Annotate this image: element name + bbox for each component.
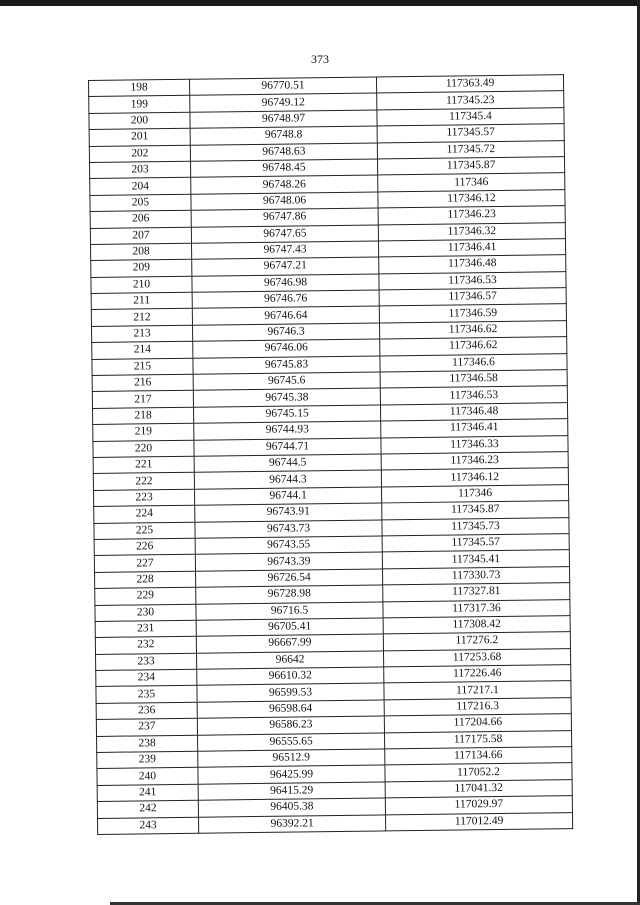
coordinates-table-body [89,75,573,835]
point-number-cell: 204 [90,178,191,196]
point-number-cell: 224 [94,505,195,523]
y-coordinate-cell: 117226.46 [384,665,571,684]
y-coordinate-cell: 117041.32 [385,779,572,798]
y-coordinate-cell: 117346.23 [381,452,568,471]
y-coordinate-cell: 117345.23 [377,91,564,110]
y-coordinate-cell: 117346.53 [380,386,567,405]
y-coordinate-cell: 117134.66 [385,747,572,766]
point-number-cell: 210 [91,276,192,294]
x-coordinate-cell: 96415.29 [198,782,385,801]
point-number-cell: 223 [94,489,195,507]
scan-top-border [0,0,640,6]
point-number-cell: 199 [89,96,190,114]
y-coordinate-cell: 117346.62 [379,321,566,340]
x-coordinate-cell: 96598.64 [197,700,384,719]
point-number-cell: 229 [95,587,196,605]
x-coordinate-cell: 96743.91 [195,503,382,522]
y-coordinate-cell: 117345.72 [377,140,564,159]
point-number-cell: 203 [90,161,191,179]
y-coordinate-cell: 117346 [378,173,565,192]
point-number-cell: 240 [97,768,198,786]
point-number-cell: 232 [95,636,196,654]
y-coordinate-cell: 117012.49 [385,812,572,831]
point-number-cell: 207 [90,227,191,245]
point-number-cell: 218 [93,407,194,425]
point-number-cell: 225 [94,522,195,540]
y-coordinate-cell: 117346.32 [378,222,565,241]
y-coordinate-cell: 117346.59 [379,304,566,323]
point-number-cell: 209 [91,260,192,278]
x-coordinate-cell: 96744.1 [195,487,382,506]
point-number-cell: 217 [92,391,193,409]
y-coordinate-cell: 117346 [381,484,568,503]
x-coordinate-cell: 96748.45 [190,159,377,178]
x-coordinate-cell: 96642 [197,651,384,670]
x-coordinate-cell: 96716.5 [196,601,383,620]
x-coordinate-cell: 96748.06 [191,192,378,211]
point-number-cell: 234 [96,669,197,687]
y-coordinate-cell: 117346.57 [379,288,566,307]
point-number-cell: 198 [89,79,190,97]
y-coordinate-cell: 117346.62 [380,337,567,356]
x-coordinate-cell: 96744.3 [194,470,381,489]
point-number-cell: 219 [93,423,194,441]
coordinates-table [88,74,573,835]
y-coordinate-cell: 117346.53 [379,271,566,290]
point-number-cell: 231 [95,620,196,638]
y-coordinate-cell: 117330.73 [382,566,569,585]
y-coordinate-cell: 117052.2 [385,763,572,782]
point-number-cell: 213 [92,325,193,343]
y-coordinate-cell: 117363.49 [376,75,563,94]
point-number-cell: 206 [90,210,191,228]
y-coordinate-cell: 117346.41 [381,419,568,438]
x-coordinate-cell: 96392.21 [199,814,386,833]
x-coordinate-cell: 96599.53 [197,683,384,702]
y-coordinate-cell: 117346.23 [378,206,565,225]
x-coordinate-cell: 96746.98 [192,274,379,293]
point-number-cell: 238 [97,735,198,753]
point-number-cell: 227 [94,555,195,573]
x-coordinate-cell: 96405.38 [198,798,385,817]
point-number-cell: 215 [92,358,193,376]
point-number-cell: 220 [93,440,194,458]
point-number-cell: 239 [97,751,198,769]
point-number-cell: 243 [98,817,199,835]
y-coordinate-cell: 117346.48 [379,255,566,274]
x-coordinate-cell: 96705.41 [196,618,383,637]
x-coordinate-cell: 96746.64 [192,306,379,325]
y-coordinate-cell: 117346.41 [378,239,565,258]
point-number-cell: 236 [96,702,197,720]
y-coordinate-cell: 117327.81 [383,583,570,602]
y-coordinate-cell: 117253.68 [383,648,570,667]
point-number-cell: 202 [89,145,190,163]
y-coordinate-cell: 117346.12 [378,189,565,208]
point-number-cell: 226 [94,538,195,556]
y-coordinate-cell: 117216.3 [384,697,571,716]
y-coordinate-cell: 117217.1 [384,681,571,700]
point-number-cell: 241 [97,784,198,802]
x-coordinate-cell: 96747.65 [191,224,378,243]
x-coordinate-cell: 96425.99 [198,765,385,784]
point-number-cell: 201 [89,128,190,146]
point-number-cell: 214 [92,341,193,359]
y-coordinate-cell: 117346.33 [381,435,568,454]
point-number-cell: 216 [92,374,193,392]
y-coordinate-cell: 117345.57 [377,124,564,143]
y-coordinate-cell: 117345.57 [382,534,569,553]
x-coordinate-cell: 96770.51 [189,77,376,96]
point-number-cell: 242 [97,800,198,818]
x-coordinate-cell: 96746.76 [192,290,379,309]
x-coordinate-cell: 96667.99 [196,634,383,653]
x-coordinate-cell: 96748.8 [190,126,377,145]
x-coordinate-cell: 96726.54 [196,569,383,588]
point-number-cell: 230 [95,604,196,622]
point-number-cell: 222 [93,473,194,491]
y-coordinate-cell: 117346.12 [381,468,568,487]
x-coordinate-cell: 96586.23 [197,716,384,735]
x-coordinate-cell: 96743.73 [195,519,382,538]
y-coordinate-cell: 117345.87 [382,501,569,520]
y-coordinate-cell: 117345.41 [382,550,569,569]
x-coordinate-cell: 96747.86 [191,208,378,227]
x-coordinate-cell: 96743.39 [195,552,382,571]
x-coordinate-cell: 96745.15 [194,405,381,424]
y-coordinate-cell: 117317.36 [383,599,570,618]
x-coordinate-cell: 96748.97 [190,110,377,129]
y-coordinate-cell: 117308.42 [383,616,570,635]
y-coordinate-cell: 117204.66 [384,714,571,733]
point-number-cell: 235 [96,686,197,704]
x-coordinate-cell: 96744.71 [194,438,381,457]
y-coordinate-cell: 117345.73 [382,517,569,536]
x-coordinate-cell: 96747.21 [192,257,379,276]
x-coordinate-cell: 96512.9 [198,749,385,768]
x-coordinate-cell: 96746.06 [193,339,380,358]
y-coordinate-cell: 117346.48 [380,402,567,421]
point-number-cell: 237 [96,718,197,736]
y-coordinate-cell: 117175.58 [384,730,571,749]
point-number-cell: 228 [95,571,196,589]
point-number-cell: 212 [91,309,192,327]
x-coordinate-cell: 96746.3 [193,323,380,342]
y-coordinate-cell: 117345.4 [377,107,564,126]
x-coordinate-cell: 96745.83 [193,356,380,375]
point-number-cell: 205 [90,194,191,212]
x-coordinate-cell: 96745.6 [193,372,380,391]
coordinates-table-container [88,74,569,835]
x-coordinate-cell: 96745.38 [193,388,380,407]
x-coordinate-cell: 96743.55 [195,536,382,555]
x-coordinate-cell: 96728.98 [196,585,383,604]
y-coordinate-cell: 117346.6 [380,353,567,372]
x-coordinate-cell: 96747.43 [192,241,379,260]
point-number-cell: 233 [96,653,197,671]
point-number-cell: 200 [89,112,190,130]
point-number-cell: 221 [93,456,194,474]
x-coordinate-cell: 96749.12 [190,93,377,112]
x-coordinate-cell: 96744.93 [194,421,381,440]
point-number-cell: 208 [91,243,192,261]
x-coordinate-cell: 96748.63 [190,143,377,162]
y-coordinate-cell: 117029.97 [385,796,572,815]
x-coordinate-cell: 96748.26 [191,175,378,194]
page-number: 373 [311,52,329,66]
y-coordinate-cell: 117276.2 [383,632,570,651]
y-coordinate-cell: 117345.87 [377,157,564,176]
point-number-cell: 211 [91,292,192,310]
y-coordinate-cell: 117346.58 [380,370,567,389]
x-coordinate-cell: 96744.5 [194,454,381,473]
x-coordinate-cell: 96610.32 [197,667,384,686]
x-coordinate-cell: 96555.65 [198,733,385,752]
